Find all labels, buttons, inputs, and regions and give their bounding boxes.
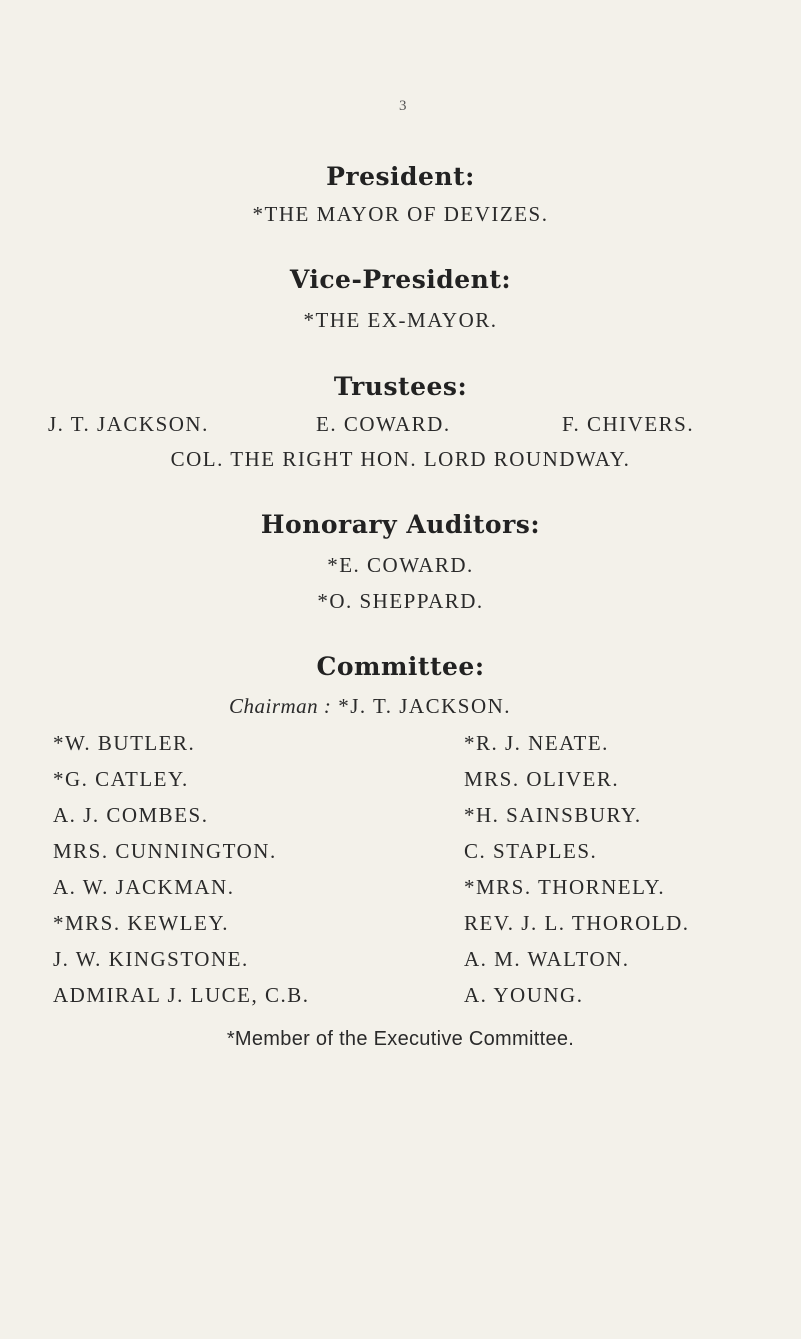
committee-member: A. YOUNG. <box>464 983 584 1007</box>
committee-member: A. J. COMBES. <box>53 803 209 827</box>
trustee-name: F. CHIVERS. <box>562 412 695 436</box>
trustees-heading: Trustees: <box>333 372 468 401</box>
committee-member: *R. J. NEATE. <box>464 731 609 755</box>
vice-president-name: *THE EX-MAYOR. <box>303 308 498 332</box>
committee-chairman-line <box>229 694 511 719</box>
president-name: *THE MAYOR OF DEVIZES. <box>252 202 549 226</box>
committee-member: A. M. WALTON. <box>464 947 630 971</box>
committee-member: MRS. OLIVER. <box>464 767 620 791</box>
committee-member: A. W. JACKMAN. <box>53 875 235 899</box>
committee-member: REV. J. L. THOROLD. <box>464 911 690 935</box>
committee-member: *MRS. THORNELY. <box>464 875 666 899</box>
committee-member: J. W. KINGSTONE. <box>53 947 249 971</box>
committee-member: *W. BUTLER. <box>53 731 196 755</box>
committee-member: ADMIRAL J. LUCE, C.B. <box>53 983 310 1007</box>
committee-member: *H. SAINSBURY. <box>464 803 642 827</box>
committee-member: *G. CATLEY. <box>53 767 189 791</box>
honorary-auditors-heading: Honorary Auditors: <box>260 510 541 539</box>
president-heading: President: <box>326 162 475 191</box>
footnote: *Member of the Executive Committee. <box>226 1028 575 1050</box>
trustee-name: E. COWARD. <box>316 412 451 436</box>
auditor-name: *O. SHEPPARD. <box>317 589 484 613</box>
trustee-name: J. T. JACKSON. <box>48 412 209 436</box>
vice-president-heading: Vice-President: <box>289 265 512 294</box>
trustee-name-full-row: COL. THE RIGHT HON. LORD ROUNDWAY. <box>170 447 631 471</box>
chairman-name: *J. T. JACKSON. <box>338 694 512 718</box>
committee-member: MRS. CUNNINGTON. <box>53 839 277 863</box>
committee-heading: Committee: <box>316 652 485 681</box>
auditor-name: *E. COWARD. <box>327 553 474 577</box>
chairman-label: Chairman : <box>229 694 332 718</box>
committee-member: *MRS. KEWLEY. <box>53 911 230 935</box>
page-number: 3 <box>399 98 407 114</box>
committee-member: C. STAPLES. <box>464 839 598 863</box>
